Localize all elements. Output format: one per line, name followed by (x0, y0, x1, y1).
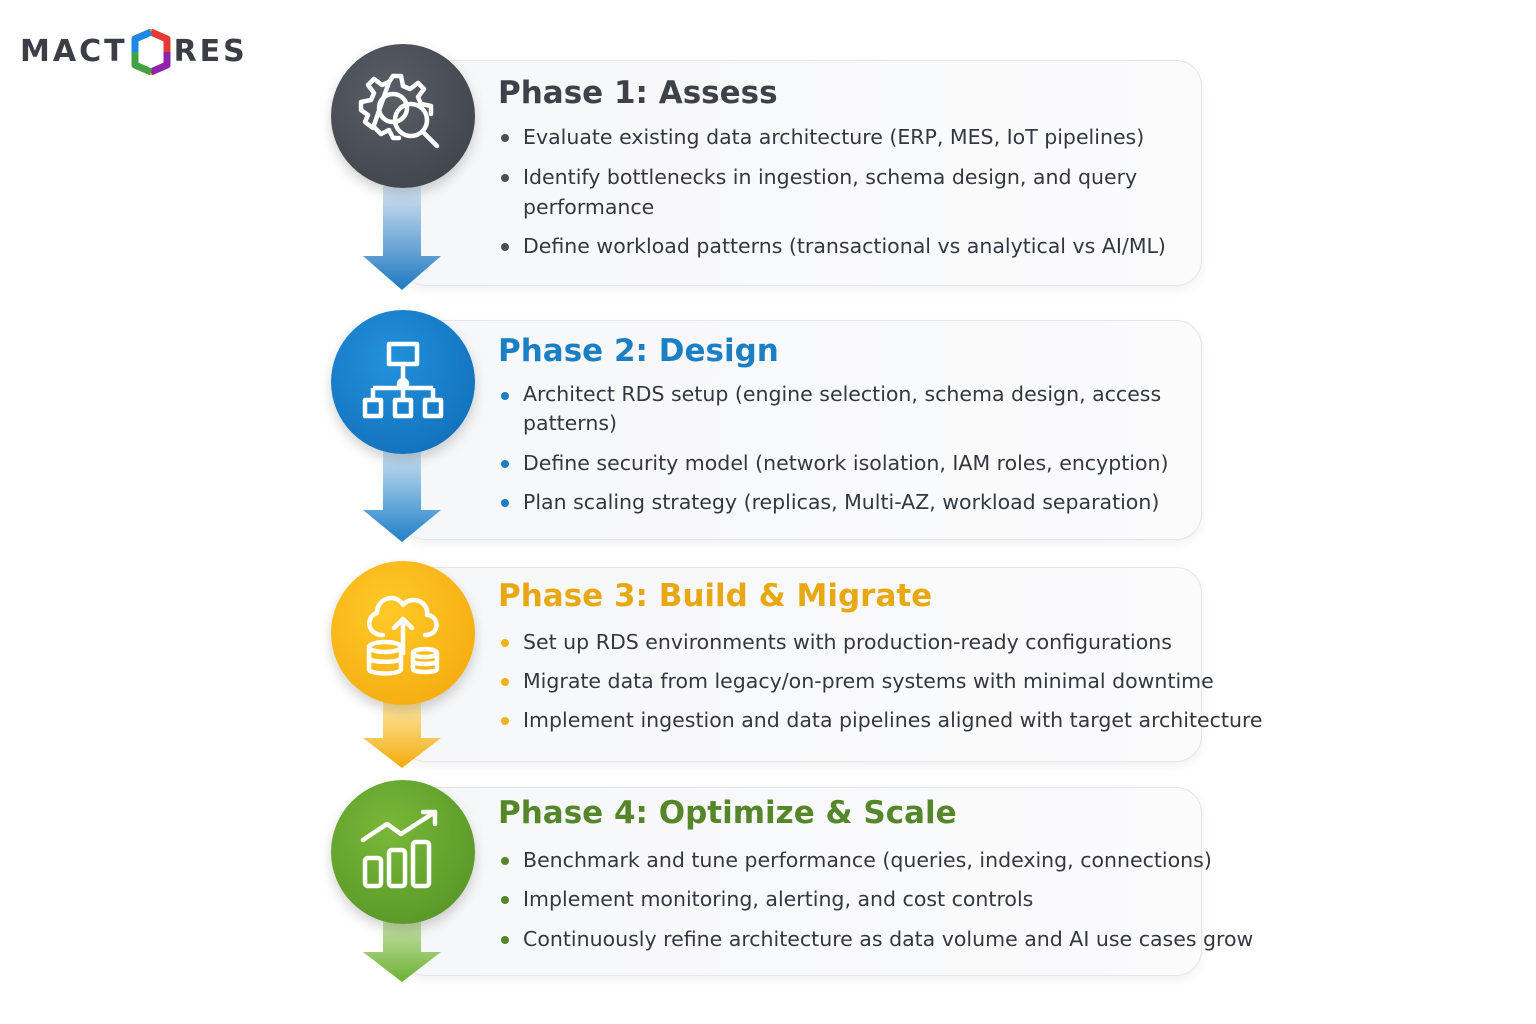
bullet-text: Continuously refine architecture as data volume and AI use cases grow (523, 927, 1254, 951)
bullet-item (498, 231, 1166, 261)
bullet-item (498, 122, 1166, 162)
bullet-dot (501, 499, 509, 507)
bullet-text: Benchmark and tune performance (queries, indexing, connections) (523, 848, 1212, 872)
gear-magnifier-icon (353, 66, 453, 166)
bullet-dot (501, 243, 509, 251)
phase-4-down-arrow-icon (361, 918, 443, 984)
growth-bar-chart-icon (353, 802, 453, 902)
bullet-item (498, 705, 1263, 735)
phase-1-down-arrow-icon (361, 186, 443, 292)
bullet-item (498, 487, 1169, 517)
bullet-item (498, 924, 1253, 954)
bullet-text: Migrate data from legacy/on-prem systems with minimal downtime (523, 669, 1214, 693)
phase-3-bullet-list (498, 627, 1263, 735)
phase-4-icon-circle (331, 780, 475, 924)
bullet-item-continuation (498, 192, 1166, 231)
bullet-dot (501, 460, 509, 468)
bullet-text: performance (523, 195, 655, 219)
bullet-text: Implement ingestion and data pipelines aligned with target architecture (523, 708, 1263, 732)
bullet-item (498, 666, 1263, 705)
phase-3-title: Phase 3: Build & Migrate (498, 578, 933, 614)
bullet-text: Define workload patterns (transactional vs analytical vs AI/ML) (523, 234, 1166, 258)
phase-2-down-arrow-icon (361, 450, 443, 544)
phase-3-icon-circle (331, 561, 475, 705)
bullet-item (498, 380, 1169, 409)
bullet-dot (501, 717, 509, 725)
bullet-dot (501, 174, 509, 182)
logo-text-left: MACT (20, 34, 128, 69)
bullet-text: Set up RDS environments with production-ready configurations (523, 630, 1172, 654)
bullet-text: Evaluate existing data architecture (ERP, MES, IoT pipelines) (523, 125, 1145, 149)
logo-mark-icon (131, 29, 171, 75)
bullet-item (498, 627, 1263, 666)
mactores-logo (20, 28, 248, 76)
bullet-dot (501, 639, 509, 647)
bullet-text: Identify bottlenecks in ingestion, schema design, and query (523, 165, 1138, 189)
phase-3-down-arrow-icon (361, 702, 443, 770)
logo-text-right: RES (173, 34, 248, 69)
phase-4-title: Phase 4: Optimize & Scale (498, 795, 957, 831)
bullet-dot (501, 936, 509, 944)
bullet-dot (501, 678, 509, 686)
phase-1-icon-circle (331, 44, 475, 188)
bullet-dot (501, 134, 509, 142)
bullet-item (498, 162, 1166, 192)
phase-4-bullet-list (498, 845, 1253, 954)
cloud-upload-database-icon (353, 583, 453, 683)
phase-2-title: Phase 2: Design (498, 333, 779, 369)
bullet-text: Implement monitoring, alerting, and cost controls (523, 887, 1034, 911)
bullet-text: Plan scaling strategy (replicas, Multi-AZ, workload separation) (523, 490, 1160, 514)
bullet-item (498, 845, 1253, 884)
phase-2-bullet-list (498, 380, 1169, 517)
bullet-text: Architect RDS setup (engine selection, schema design, access (523, 382, 1162, 406)
bullet-dot (501, 857, 509, 865)
bullet-dot (501, 896, 509, 904)
hierarchy-diagram-icon (353, 332, 453, 432)
bullet-item (498, 884, 1253, 924)
bullet-item-continuation (498, 409, 1169, 448)
bullet-text: Define security model (network isolation, IAM roles, encyption) (523, 451, 1169, 475)
phase-1-title: Phase 1: Assess (498, 75, 778, 111)
phase-2-icon-circle (331, 310, 475, 454)
bullet-dot (501, 392, 509, 400)
bullet-item (498, 448, 1169, 487)
phase-1-bullet-list (498, 122, 1166, 261)
bullet-text: patterns) (523, 411, 618, 435)
